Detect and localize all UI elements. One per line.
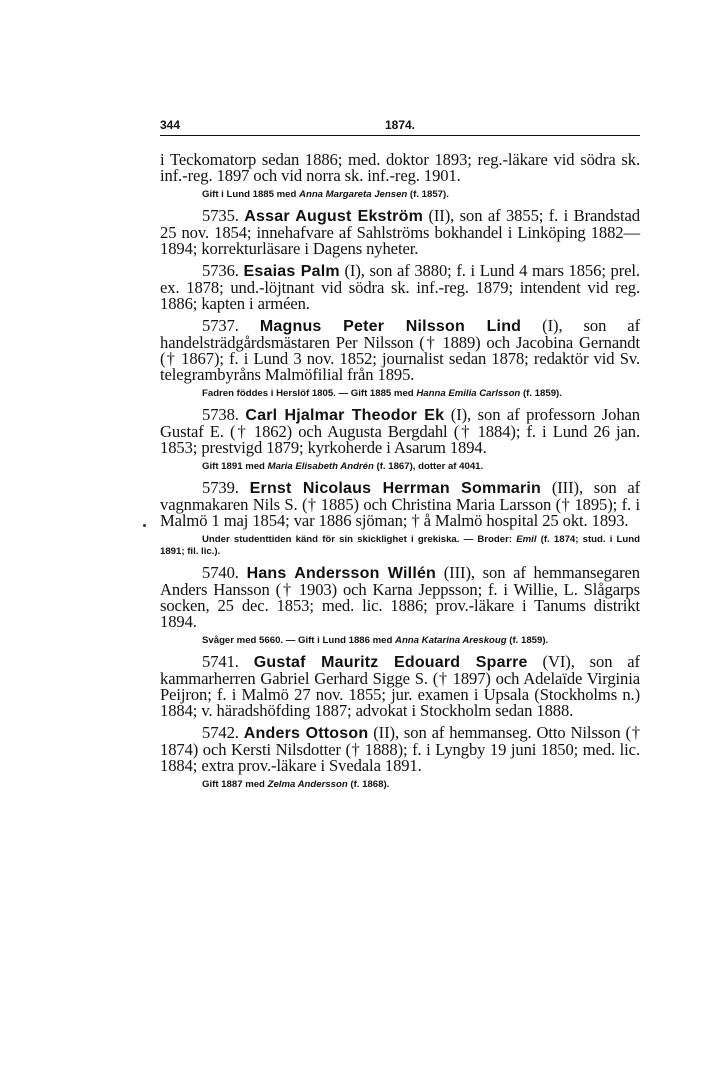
entry-5735: 5735. Assar August Ekström (II), son af 3855; f. i Brandstad 25 nov. 1854; innehafvare af Sahlströms bokhandel i Linköping 1882—1894; korrekturläsare i Dagens nyheter. (160, 206, 640, 258)
entry-note: Under studenttiden känd för sin skicklighet i grekiska. — Broder: Emil (f. 1874; stud. i Lund 1891; fil. lic.). (160, 534, 640, 557)
entry-name: Ernst Nicolaus Herrman Sommarin (249, 480, 542, 497)
page-number: 344 (160, 118, 181, 132)
running-header (160, 118, 640, 136)
entry-note: Svåger med 5660. — Gift i Lund 1886 med Anna Katarina Areskoug (f. 1859). (202, 635, 549, 646)
book-page (160, 118, 640, 798)
continuation-note: Gift i Lund 1885 med Anna Margareta Jensen (f. 1857). (202, 189, 449, 200)
entry-5738: 5738. Carl Hjalmar Theodor Ek (I), son af professorn Johan Gustaf E. († 1862) och Augusta Bergdahl († 1884); f. i Lund 26 jan. 1853; prestvigd 1879; kyrkoherde i Asarum 1894. (160, 405, 640, 457)
entry-note: Gift 1887 med Zelma Andersson (f. 1868). (202, 779, 390, 790)
entry-5740: 5740. Hans Andersson Willén (III), son af hemmansegaren Anders Hansson († 1903) och Karna Jeppsson; f. i Willie, L. Slågarps socken, 25 dec. 1853; med. lic. 1886; prov.-läkare i Tanums distrikt 1894. (160, 563, 640, 631)
entry-5736: 5736. Esaias Palm (I), son af 3880; f. i Lund 4 mars 1856; prel. ex. 1878; und.-löjtnant vid södra sk. inf.-reg. 1879; intendent vid reg. 1886; kapten i arméen. (160, 261, 640, 313)
entry-5739: 5739. Ernst Nicolaus Herrman Sommarin (III), son af vagnmakaren Nils S. († 1885) och Christina Maria Larsson († 1895); f. i Malmö 1 maj 1854; var 1886 sjöman; † å Malmö hospital 25 okt. 1893. (160, 478, 641, 530)
running-year: 1874. (384, 118, 415, 132)
entry-5742: 5742. Anders Ottoson (II), son af hemmanseg. Otto Nilsson († 1874) och Kersti Nilsdotter († 1888); f. i Lyngby 19 juni 1850; med. lic. 1884; extra prov.-läkare i Svedala 1891. (160, 723, 640, 775)
entry-note: Gift 1891 med Maria Elisabeth Andrén (f. 1867), dotter af 4041. (202, 461, 484, 472)
entry-name: Hans Andersson Willén (246, 565, 437, 582)
entry-note: Fadren föddes i Herslöf 1805. — Gift 1885 med Hanna Emilia Carlsson (f. 1859). (202, 388, 562, 399)
entry-name: Magnus Peter Nilsson Lind (259, 318, 522, 335)
entry-name: Carl Hjalmar Theodor Ek (245, 407, 445, 424)
continuation-text: i Teckomatorp sedan 1886; med. doktor 1893; reg.-läkare vid södra sk. inf.-reg. 1897 och vid norra sk. inf.-reg. 1901. (160, 150, 640, 185)
entry-name: Anders Ottoson (243, 725, 369, 742)
entry-name: Gustaf Mauritz Edouard Sparre (253, 654, 528, 671)
entry-name: Assar August Ekström (244, 208, 423, 225)
entry-5741: 5741. Gustaf Mauritz Edouard Sparre (VI), son af kammarherren Gabriel Gerhard Sigge S. († 1897) och Adelaïde Virginia Peijron; f. i Malmö 27 nov. 1855; jur. examen i Upsala (Stockholms n.) 1884; v. häradshöfding 1887; advokat i Stockholm sedan 1888. (160, 652, 640, 720)
entry-5737: 5737. Magnus Peter Nilsson Lind (I), son af handelsträdgårdsmästaren Per Nilsson († 1889) och Jacobina Gernandt († 1867); f. i Lund 3 nov. 1852; journalist sedan 1878; redaktör vid Sv. telegrambyråns Malmöfilial från 1895. (160, 316, 640, 384)
margin-mark (143, 524, 146, 527)
entry-name: Esaias Palm (243, 263, 340, 280)
